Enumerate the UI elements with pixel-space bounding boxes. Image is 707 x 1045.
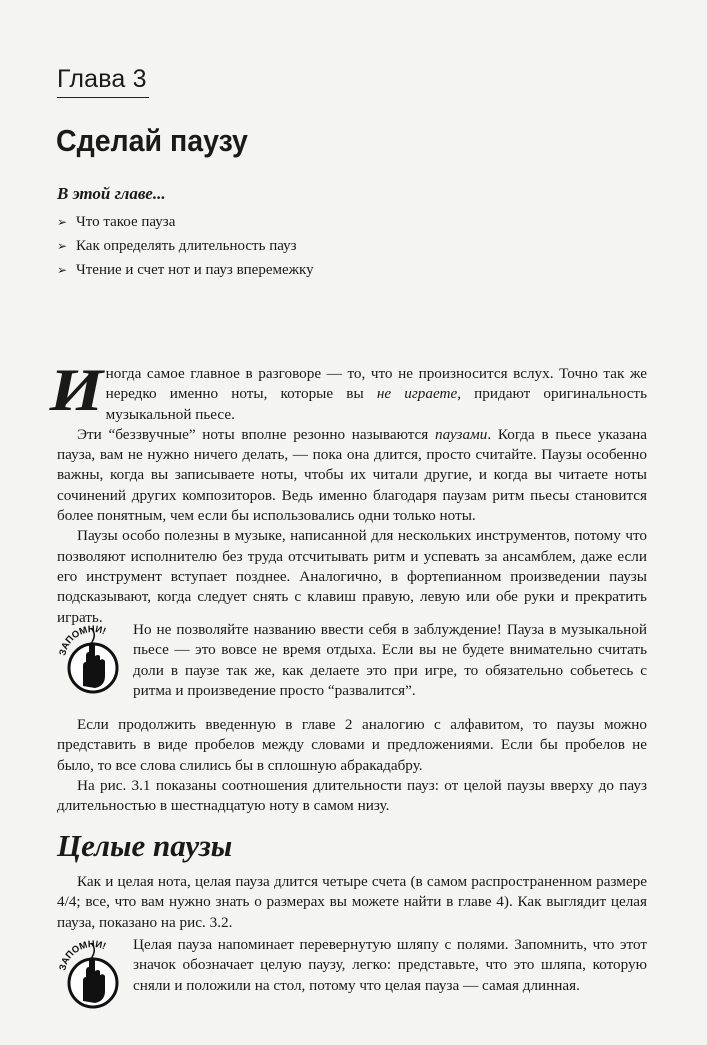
transition-text — [57, 715, 647, 816]
chapter-label: Глава 3 — [57, 64, 149, 98]
svg-text:ЗАПОМНИ!: ЗАПОМНИ! — [57, 623, 108, 657]
paragraph-2: Эти “беззвучные” ноты вполне резонно называются паузами. Когда в пьесе указана пауза, вам не нужно ничего делать, — пока она длится, просто считайте. Паузы особенно важны, когда вы записываете ноты, чтобы их читали другие, и когда вы читаете ноты сочинений других композиторов. Ведь именно благодаря паузам ритм пьесы становится более понятным, чем если бы использовались одни только ноты. — [57, 425, 647, 525]
paragraph-6: Как и целая нота, целая пауза длится четыре счета (в самом распространенном размере 4/4; все, что вам нужно знать о размерах вы можете найти в главе 4). Как выглядит целая пауза, показано на рис. 3.2. — [57, 873, 647, 931]
whole-rest-text — [57, 872, 647, 933]
chapter-title: Сделай паузу — [56, 123, 248, 158]
hand-string-icon — [57, 935, 129, 1015]
in-this-chapter-list — [57, 210, 457, 282]
arrow-bullet-icon: ➢ — [57, 215, 68, 229]
remember-note-1 — [57, 620, 647, 701]
list-item: ➢ Как определять длительность пауз — [57, 234, 457, 258]
intro-text — [49, 357, 647, 628]
list-item: ➢ Что такое пауза — [57, 210, 457, 234]
paragraph-3: Паузы особо полезны в музыке, написанной для нескольких инструментов, потому что позволяют исполнителю без труда отсчитывать ритм и успевать за ансамблем, даже если его инструмент вступает позднее. Аналогично, в фортепианном произведении паузы подсказывают, когда следует снять с клавиш правую, левую или обе руки и прекратить играть. — [57, 527, 647, 626]
paragraph-4: Если продолжить введенную в главе 2 аналогию с алфавитом, то паузы можно представить в виде пробелов между словами и предложениями. Если бы пробелов не было, то все слова слились бы в сплошную абракадабру. — [57, 716, 647, 774]
drop-cap: И — [49, 357, 104, 423]
arrow-bullet-icon: ➢ — [57, 239, 68, 253]
arrow-bullet-icon: ➢ — [57, 263, 68, 277]
remember-icon — [57, 620, 133, 700]
hand-string-icon — [57, 620, 129, 700]
paragraph-5: На рис. 3.1 показаны соотношения длительности пауз: от целой паузы вверху до пауз длительностью в шестнадцатую ноту в самом низу. — [57, 776, 647, 815]
remember-text: Целая пауза напоминает перевернутую шляпу с полями. Запомнить, что этот значок обозначает целую паузу, легко: представьте, что это шляпа, которую сняли и положили на стол, потому что целая пауза — самая длинная. — [133, 936, 647, 994]
in-this-chapter — [57, 184, 457, 282]
section-heading: Целые паузы — [57, 828, 233, 863]
in-this-chapter-heading: В этой главе... — [57, 184, 166, 203]
remember-text: Но не позволяйте названию ввести себя в заблуждение! Пауза в музыкальной пьесе — это вовсе не время отдыха. Если вы не будете внимательно считать доли в паузе так же, как делаете это при игре, то обязательно собьетесь с ритма и произведение просто “развалится”. — [133, 621, 647, 699]
remember-icon — [57, 935, 133, 1015]
list-item: ➢ Чтение и счет нот и пауз вперемежку — [57, 258, 457, 282]
svg-text:ЗАПОМНИ!: ЗАПОМНИ! — [57, 938, 108, 972]
paragraph-1: Иногда самое главное в разговоре — то, что не произносится вслух. Точно так же нередко именно ноты, которые вы не играете, придают оригинальность музыкальной пьесе. — [49, 357, 647, 423]
remember-note-2 — [57, 935, 647, 1015]
